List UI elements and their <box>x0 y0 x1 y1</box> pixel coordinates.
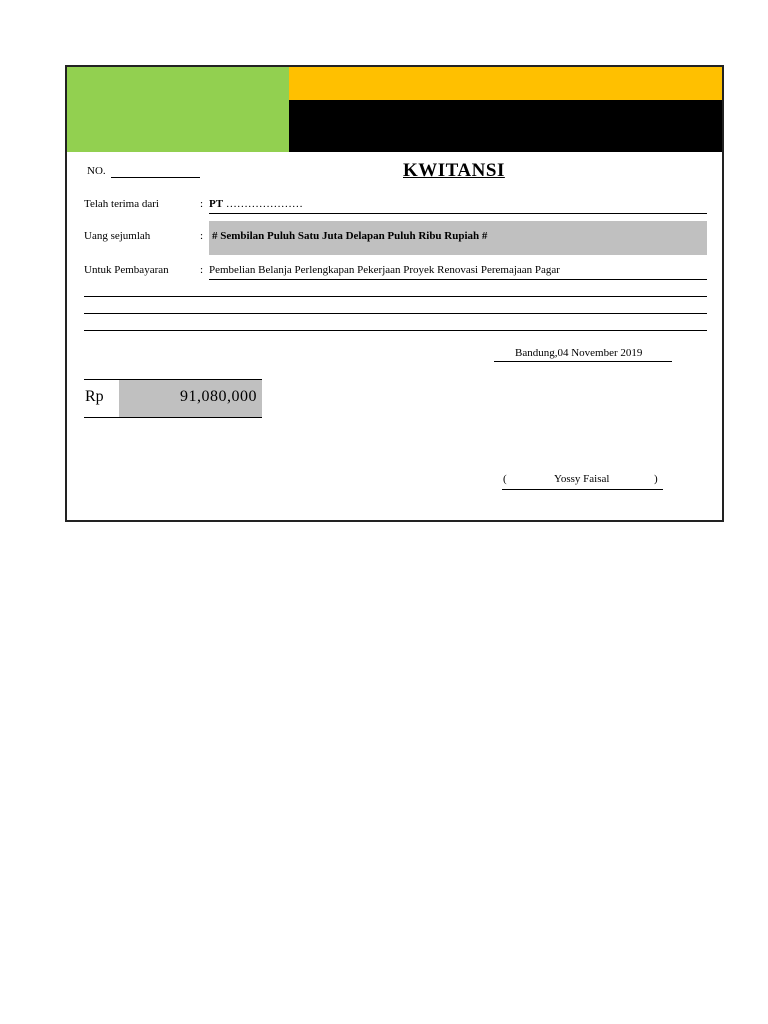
payment-for-line <box>209 279 707 280</box>
received-from-colon: : <box>200 198 204 210</box>
signature-name: Yossy Faisal <box>554 473 610 485</box>
signature-close-paren: ) <box>654 473 658 485</box>
signature-open-paren: ( <box>503 473 507 485</box>
received-from-prefix: PT <box>209 198 224 210</box>
header-green-block <box>67 67 289 152</box>
blank-line-2 <box>84 313 707 314</box>
receipt-form <box>65 65 724 522</box>
place-date: Bandung,04 November 2019 <box>515 347 643 359</box>
amount-words-value: # Sembilan Puluh Satu Juta Delapan Puluh Ribu Rupiah # <box>212 230 488 242</box>
amount-words-colon: : <box>200 230 204 242</box>
receipt-number-label: NO. <box>87 165 106 177</box>
amount-box-bottom-line <box>84 417 262 418</box>
payment-for-value: Pembelian Belanja Perlengkapan Pekerjaan Proyek Renovasi Peremajaan Pagar <box>209 264 560 276</box>
receipt-number-line <box>111 177 200 178</box>
received-from-line <box>209 213 707 214</box>
amount-value: 91,080,000 <box>180 388 257 405</box>
header-black-band <box>289 100 724 152</box>
amount-currency: Rp <box>85 388 104 405</box>
receipt-title: KWITANSI <box>403 160 505 181</box>
received-from-dots: ………………… <box>225 198 303 210</box>
received-from-label: Telah terima dari <box>84 198 159 210</box>
blank-line-1 <box>84 296 707 297</box>
amount-words-label: Uang sejumlah <box>84 230 151 242</box>
signature-line <box>502 489 663 490</box>
payment-for-label: Untuk Pembayaran <box>84 264 169 276</box>
received-from-value <box>209 198 303 210</box>
blank-line-3 <box>84 330 707 331</box>
payment-for-colon: : <box>200 264 204 276</box>
place-date-line <box>494 361 672 362</box>
header-yellow-band <box>289 67 724 100</box>
